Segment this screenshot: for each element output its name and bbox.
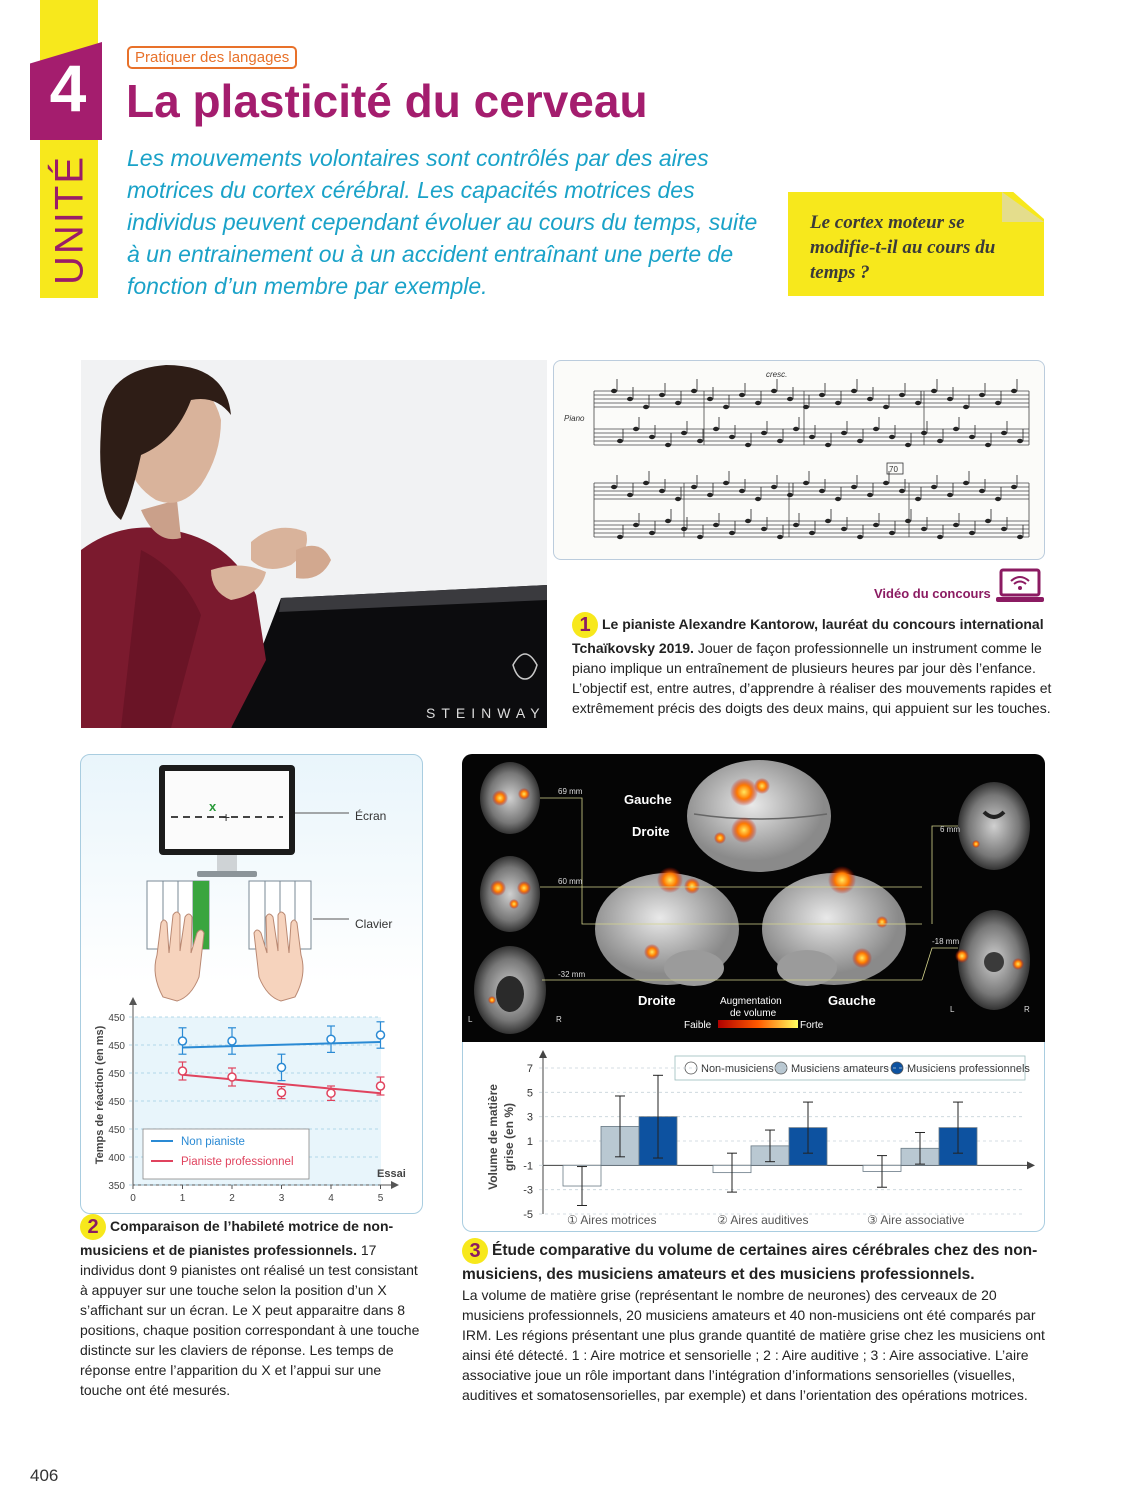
note-head: [969, 531, 975, 535]
note-head: [675, 401, 681, 405]
axial-slice-minus18: [955, 910, 1030, 1010]
note-head: [617, 439, 623, 443]
note-head: [681, 431, 687, 435]
unit-number: 4: [49, 51, 87, 125]
note-head: [953, 427, 959, 431]
x-tick-label: 3: [278, 1193, 285, 1204]
data-point: [278, 1089, 286, 1097]
note-head: [803, 481, 809, 485]
note-head: [963, 405, 969, 409]
orientation-l-right: L: [950, 1005, 955, 1014]
slice-label-6: 6 mm: [940, 825, 960, 834]
video-link[interactable]: Vidéo du concours: [874, 586, 991, 601]
note-head: [777, 535, 783, 539]
doc1-number: 1: [572, 612, 598, 638]
note-head: [979, 489, 985, 493]
note-head: [697, 439, 703, 443]
note-head: [867, 397, 873, 401]
doc3-caption: [462, 1238, 1052, 1405]
data-point: [228, 1073, 236, 1081]
note-head: [931, 389, 937, 393]
doc1-caption-text: Jouer de façon professionnelle un instrument comme le piano implique un entraînement de plusieurs heures par jour dès l’enfance. L’objectif est, entre autres, d’apprendre à réaliser des mouvements rapides et extrêmement précis des doigts des deux mains, qui appuient sur les touches.: [572, 640, 1052, 716]
note-head: [809, 435, 815, 439]
x-tick-label: 5: [377, 1193, 384, 1204]
brain-right-side: [595, 867, 739, 986]
note-head: [739, 393, 745, 397]
note-head: [889, 531, 895, 535]
note-head: [899, 489, 905, 493]
axial-slice-minus32: [474, 946, 546, 1034]
note-head: [633, 427, 639, 431]
data-point: [228, 1037, 236, 1045]
note-head: [649, 531, 655, 535]
reaction-time-chart: [94, 997, 406, 1204]
x-tick-label: 4: [328, 1193, 334, 1204]
note-head: [835, 497, 841, 501]
hands-illustration: [155, 912, 303, 1001]
doc2-panel: [80, 754, 423, 1214]
note-head: [707, 493, 713, 497]
note-head: [873, 523, 879, 527]
x-axis-arrow: [1027, 1161, 1035, 1169]
note-head: [979, 393, 985, 397]
note-head: [643, 481, 649, 485]
note-head: [793, 427, 799, 431]
brain-left-side: [762, 866, 906, 986]
skill-badge: Pratiquer des langages: [127, 46, 297, 69]
note-head: [809, 531, 815, 535]
note-head: [611, 389, 617, 393]
label-droite-bottom: Droite: [638, 993, 676, 1008]
note-head: [643, 405, 649, 409]
y-axis-title-2: grise (en %): [502, 1102, 516, 1172]
monitor-illustration: [159, 765, 295, 877]
note-head: [899, 393, 905, 397]
legend-label: Musiciens professionnels: [907, 1063, 1030, 1075]
scale-min-label: Faible: [684, 1020, 712, 1031]
note-head: [963, 481, 969, 485]
note-head: [761, 527, 767, 531]
note-head: [889, 435, 895, 439]
y-tick-label: 450: [108, 1013, 125, 1024]
label-droite-top: Droite: [632, 824, 670, 839]
note-head: [771, 389, 777, 393]
note-head: [713, 523, 719, 527]
note-head: [995, 497, 1001, 501]
orientation-r-left: R: [556, 1015, 562, 1024]
data-point: [278, 1063, 286, 1071]
data-point: [179, 1037, 187, 1045]
note-head: [787, 493, 793, 497]
note-head: [803, 405, 809, 409]
scale-title: Augmentation: [720, 996, 782, 1007]
note-head: [953, 523, 959, 527]
y-tick-label: -1: [523, 1160, 533, 1173]
target-x: x: [209, 799, 217, 814]
note-head: [665, 443, 671, 447]
note-head: [883, 405, 889, 409]
note-head: [793, 523, 799, 527]
doc2-caption-text: 17 individus dont 9 pianistes ont réalisé un test consistant à appuyer sur une touche selon la position d’un X s’affichant sur un écran. Le X peut apparaitre dans 8 positions, chaque position correspondant à une touche distincte sur les claviers de réponse. Les temps de réponse entre l’apparition du X et l’appui sur une touche ont été mesurés.: [80, 1242, 420, 1398]
y-axis-arrow: [539, 1050, 547, 1058]
data-point: [377, 1031, 385, 1039]
note-head: [873, 427, 879, 431]
center-plus: +: [222, 809, 231, 825]
note-head: [1001, 527, 1007, 531]
note-head: [729, 531, 735, 535]
axial-slice-69: [480, 762, 540, 834]
note-head: [771, 485, 777, 489]
note-head: [835, 401, 841, 405]
orientation-l-left: L: [468, 1015, 473, 1024]
x-tick-label: 0: [130, 1193, 136, 1204]
y-axis-title: Volume de matière: [486, 1084, 500, 1190]
note-head: [851, 389, 857, 393]
orientation-r-right: R: [1024, 1005, 1030, 1014]
y-tick-label: 400: [108, 1153, 125, 1164]
note-head: [723, 405, 729, 409]
y-tick-label: -3: [523, 1184, 533, 1197]
label-gauche-top: Gauche: [624, 792, 672, 807]
legend-label: Non-musiciens: [701, 1063, 774, 1075]
note-head: [883, 481, 889, 485]
note-head: [1017, 439, 1023, 443]
note-head: [947, 493, 953, 497]
note-head: [633, 523, 639, 527]
note-head: [825, 519, 831, 523]
note-head: [841, 431, 847, 435]
slice-label-32: -32 mm: [558, 970, 586, 979]
note-head: [649, 435, 655, 439]
sheet-measure-number: 70: [889, 465, 898, 474]
note-head: [681, 527, 687, 531]
note-head: [665, 519, 671, 523]
note-head: [985, 443, 991, 447]
gray-matter-chart: [486, 1050, 1035, 1227]
legend-label: Pianiste professionnel: [181, 1156, 294, 1168]
data-point: [179, 1067, 187, 1075]
unit-label: UNITÉ: [47, 155, 92, 285]
slice-label-18: -18 mm: [932, 937, 960, 946]
y-axis-title: Temps de réaction (en ms): [94, 1025, 106, 1165]
note-head: [755, 497, 761, 501]
x-tick-label: 1: [179, 1193, 186, 1204]
x-axis-title: Essai: [377, 1168, 406, 1180]
y-tick-label: 450: [108, 1125, 125, 1136]
scale-max-label: Forte: [800, 1020, 824, 1031]
note-head: [857, 439, 863, 443]
steinway-brand: STEINWAY: [426, 705, 546, 721]
sheet-music: [553, 360, 1045, 560]
note-head: [739, 489, 745, 493]
y-tick-label: 450: [108, 1097, 125, 1108]
note-head: [761, 431, 767, 435]
note-head: [915, 497, 921, 501]
note-head: [617, 535, 623, 539]
note-head: [921, 431, 927, 435]
page-title: La plasticité du cerveau: [126, 75, 648, 127]
note-head: [867, 493, 873, 497]
y-tick-label: 450: [108, 1069, 125, 1080]
laptop-wifi-icon[interactable]: [996, 568, 1044, 604]
note-head: [985, 519, 991, 523]
axial-slice-6: [958, 782, 1030, 870]
note-head: [969, 435, 975, 439]
data-point: [327, 1035, 335, 1043]
note-head: [915, 401, 921, 405]
question-text: Le cortex moteur se modifie-t-il au cours du temps ?: [810, 212, 996, 283]
x-axis-arrow: [391, 1181, 399, 1189]
note-head: [745, 519, 751, 523]
note-head: [659, 393, 665, 397]
slice-label-60: 60 mm: [558, 877, 583, 886]
screen-label: Écran: [355, 809, 387, 823]
label-gauche-bottom: Gauche: [828, 993, 876, 1008]
note-head: [787, 397, 793, 401]
y-tick-label: 450: [108, 1041, 125, 1052]
axial-slice-60: [480, 856, 540, 932]
doc3-number: 3: [462, 1238, 488, 1264]
y-tick-label: 3: [526, 1111, 533, 1124]
y-tick-label: 350: [108, 1181, 125, 1192]
doc3-caption-title: Étude comparative du volume de certaines aires cérébrales chez des non-musiciens, des musiciens amateurs et des musiciens professionnels.: [462, 1242, 1038, 1283]
note-head: [905, 519, 911, 523]
note-head: [857, 535, 863, 539]
keyboard-label: Clavier: [355, 917, 393, 931]
doc1-caption-title: Le pianiste Alexandre Kantorow, lauréat du concours international Tchaïkovsky 2019.: [572, 616, 1044, 656]
note-head: [611, 485, 617, 489]
note-head: [745, 443, 751, 447]
pianist-photo: [81, 360, 547, 728]
note-head: [659, 489, 665, 493]
note-head: [1001, 431, 1007, 435]
note-head: [691, 485, 697, 489]
y-tick-label: -5: [523, 1209, 533, 1221]
note-head: [713, 427, 719, 431]
data-point: [377, 1082, 385, 1090]
sheet-cresc-mark: cresc.: [766, 370, 788, 379]
note-head: [627, 397, 633, 401]
note-head: [729, 435, 735, 439]
note-head: [937, 439, 943, 443]
doc2-number: 2: [80, 1214, 106, 1240]
category-label: ② Aires auditives: [717, 1213, 809, 1227]
sheet-instrument-label: Piano: [564, 414, 585, 423]
note-head: [841, 527, 847, 531]
note-head: [777, 439, 783, 443]
note-head: [627, 493, 633, 497]
note-head: [691, 389, 697, 393]
note-head: [825, 443, 831, 447]
note-head: [819, 393, 825, 397]
note-head: [819, 489, 825, 493]
note-head: [1011, 389, 1017, 393]
y-tick-label: 5: [526, 1087, 533, 1100]
legend-label: Non pianiste: [181, 1136, 245, 1148]
note-head: [675, 497, 681, 501]
brain-imaging-panel: [462, 754, 1045, 1042]
scale-subtitle: de volume: [730, 1008, 777, 1019]
data-point: [327, 1089, 335, 1097]
doc2-caption: [80, 1214, 425, 1400]
note-head: [905, 443, 911, 447]
note-head: [851, 485, 857, 489]
y-axis-arrow: [129, 997, 137, 1005]
note-head: [937, 535, 943, 539]
doc2-caption-title: Comparaison de l’habileté motrice de non-musiciens et de pianistes professionnels.: [80, 1218, 394, 1258]
note-head: [995, 401, 1001, 405]
note-head: [931, 485, 937, 489]
y-tick-label: 7: [526, 1063, 533, 1075]
legend-label: Musiciens amateurs: [791, 1063, 889, 1075]
x-tick-label: 2: [229, 1193, 235, 1204]
note-head: [1011, 485, 1017, 489]
page-number: 406: [30, 1466, 59, 1485]
doc1-caption: [572, 612, 1052, 718]
note-head: [1017, 535, 1023, 539]
slice-label-69: 69 mm: [558, 787, 583, 796]
brain-top-view: [687, 760, 831, 872]
y-tick-label: 1: [526, 1136, 533, 1148]
category-label: ① Aires motrices: [567, 1213, 657, 1227]
note-head: [921, 527, 927, 531]
color-scale: [684, 996, 824, 1031]
doc3-caption-text: La volume de matière grise (représentant le nombre de neurones) des cerveaux de 20 musiciens professionnels, 20 musiciens amateurs et 40 non-musiciens ont été comparés par IRM. Les régions présentant une plus grande quantité de matière grise chez les musiciens ont ainsi été détecté. 1 : Aire motrice et sensorielle ; 2 : Aire auditive ; 3 : Aire associative. L’aire associative joue un rôle important dans l’intégration d’informations sensorielles (visuelles, auditives et somatosensorielles, par exemple) et dans l’orientation des opérations motrices.: [462, 1287, 1045, 1403]
note-head: [723, 481, 729, 485]
intro-text: Les mouvements volontaires sont contrôlés par des aires motrices du cortex cérébral. Les capacités motrices des individus peuvent cependant évoluer au cours du temps, suite à un entrainement ou à un accident entraînant une perte de fonction d’un membre par exemple.: [127, 145, 758, 299]
gray-matter-panel: [462, 1042, 1045, 1232]
note-head: [947, 397, 953, 401]
note-head: [697, 535, 703, 539]
category-label: ③ Aire associative: [867, 1213, 965, 1227]
note-head: [755, 401, 761, 405]
note-head: [707, 397, 713, 401]
